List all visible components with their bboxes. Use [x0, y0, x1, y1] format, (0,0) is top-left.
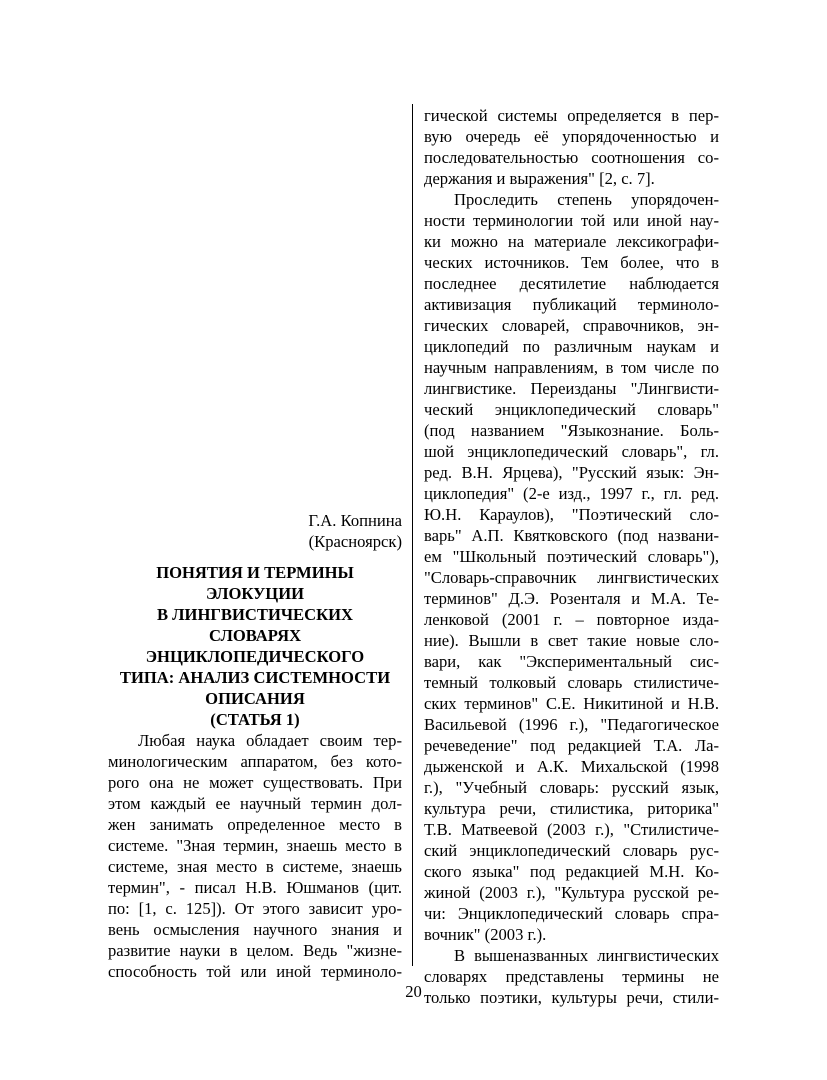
- text-line: активизация публикаций терминоло-: [424, 295, 719, 314]
- article-title: [108, 562, 402, 730]
- text-line: вую очередь её упорядоченностью и: [424, 127, 719, 146]
- text-line: жиной (2003 г.), "Культура русской ре-: [424, 883, 719, 902]
- text-line: ского языка" под редакцией М.Н. Ко-: [424, 862, 719, 881]
- text-line: циклопедия" (2-е изд., 1997 г., гл. ред.: [424, 484, 719, 503]
- text-line: ческий энциклопедический словарь": [424, 400, 719, 419]
- title-line: (СТАТЬЯ 1): [210, 710, 300, 729]
- text-line: дыженской и А.К. Михальской (1998: [424, 757, 719, 776]
- text-line: словарях представлены термины не: [424, 967, 719, 986]
- text-line: ки можно на материале лексикографи-: [424, 232, 719, 251]
- text-line: Т.В. Матвеевой (2003 г.), "Стилистиче-: [424, 820, 719, 839]
- text-line: лингвистике. Переизданы "Лингвисти-: [424, 379, 719, 398]
- text-line: последнее десятилетие наблюдается: [424, 274, 719, 293]
- text-line: этом каждый ее научный термин дол-: [108, 794, 402, 813]
- text-line: шой энциклопедический словарь", гл.: [424, 442, 719, 461]
- text-line: системе. "Зная термин, знаешь место в: [108, 836, 402, 855]
- page-number: 20: [405, 982, 422, 1001]
- text-line: циклопедий по различным наукам и: [424, 337, 719, 356]
- text-line: чи: Энциклопедический словарь спра-: [424, 904, 719, 923]
- text-line: развитие науки в целом. Ведь "жизне-: [108, 941, 402, 960]
- title-line: ПОНЯТИЯ И ТЕРМИНЫ: [156, 563, 354, 582]
- text-line: ред. В.Н. Ярцева), "Русский язык: Эн-: [424, 463, 719, 482]
- title-line: ТИПА: АНАЛИЗ СИСТЕМНОСТИ: [119, 668, 391, 687]
- text-line: ских терминов" С.Е. Никитиной и Н.В.: [424, 694, 719, 713]
- text-line: системе, зная место в системе, знаешь: [108, 857, 402, 876]
- text-line: В вышеназванных лингвистических: [454, 946, 719, 965]
- text-line: только поэтики, культуры речи, стили-: [424, 988, 719, 1007]
- text-line: гической системы определяется в пер-: [424, 106, 719, 125]
- text-line: Ю.Н. Караулов), "Поэтический сло-: [424, 505, 719, 524]
- text-line: Любая наука обладает своим тер-: [138, 731, 402, 750]
- text-line: (под названием "Языкознание. Боль-: [424, 421, 719, 440]
- text-line: вень осмысления научного знания и: [108, 920, 402, 939]
- text-line: научным направлениям, в том числе по: [424, 358, 719, 377]
- text-line: ский энциклопедический словарь рус-: [424, 841, 719, 860]
- left-column-body: [108, 730, 402, 982]
- text-line: г.), "Учебный словарь: русский язык,: [424, 778, 719, 797]
- title-line: ЭНЦИКЛОПЕДИЧЕСКОГО: [145, 647, 365, 666]
- text-line: варь" А.П. Квятковского (под названи-: [424, 526, 719, 545]
- text-line: способность той или иной терминоло-: [108, 962, 402, 981]
- author-block: [108, 510, 402, 552]
- text-line: жен занимать определенное место в: [108, 815, 402, 834]
- text-line: минологическим аппаратом, без кото-: [108, 752, 402, 771]
- text-line: ческих источников. Тем более, что в: [424, 253, 719, 272]
- text-line: термин", - писал Н.В. Юшманов (цит.: [108, 878, 402, 897]
- right-column-body: [424, 105, 719, 1008]
- title-line: ЭЛОКУЦИИ: [205, 584, 305, 603]
- text-line: ем "Школьный поэтический словарь"),: [424, 547, 719, 566]
- text-line: темный толковый словарь стилистиче-: [424, 673, 719, 692]
- text-line: вочник" (2003 г.).: [424, 925, 547, 944]
- column-divider: [412, 104, 413, 966]
- title-line: В ЛИНГВИСТИЧЕСКИХ: [156, 605, 354, 624]
- text-line: речеведение" под редакцией Т.А. Ла-: [424, 736, 719, 755]
- author-name: Г.А. Копнина: [308, 511, 402, 530]
- text-line: гических словарей, справочников, эн-: [424, 316, 719, 335]
- text-line: Васильевой (1996 г.), "Педагогическое: [424, 715, 719, 734]
- text-line: культура речи, стилистика, риторика": [424, 799, 719, 818]
- text-line: рого она не может существовать. При: [108, 773, 402, 792]
- text-line: Проследить степень упорядочен-: [454, 190, 719, 209]
- text-line: держания и выражения" [2, с. 7].: [424, 169, 655, 188]
- text-line: вари, как "Экспериментальный сис-: [424, 652, 719, 671]
- author-city: (Красноярск): [308, 532, 402, 551]
- title-line: СЛОВАРЯХ: [208, 626, 302, 645]
- text-line: по: [1, с. 125]). От этого зависит уро-: [108, 899, 402, 918]
- text-line: ленковой (2001 г. – повторное изда-: [424, 610, 719, 629]
- title-line: ОПИСАНИЯ: [205, 689, 305, 708]
- text-line: терминов" Д.Э. Розенталя и М.А. Те-: [424, 589, 719, 608]
- text-line: "Словарь-справочник лингвистических: [424, 568, 719, 587]
- text-line: последовательностью соотношения со-: [424, 148, 719, 167]
- text-line: ности терминологии той или иной нау-: [424, 211, 719, 230]
- text-line: ние). Вышли в свет такие новые сло-: [424, 631, 719, 650]
